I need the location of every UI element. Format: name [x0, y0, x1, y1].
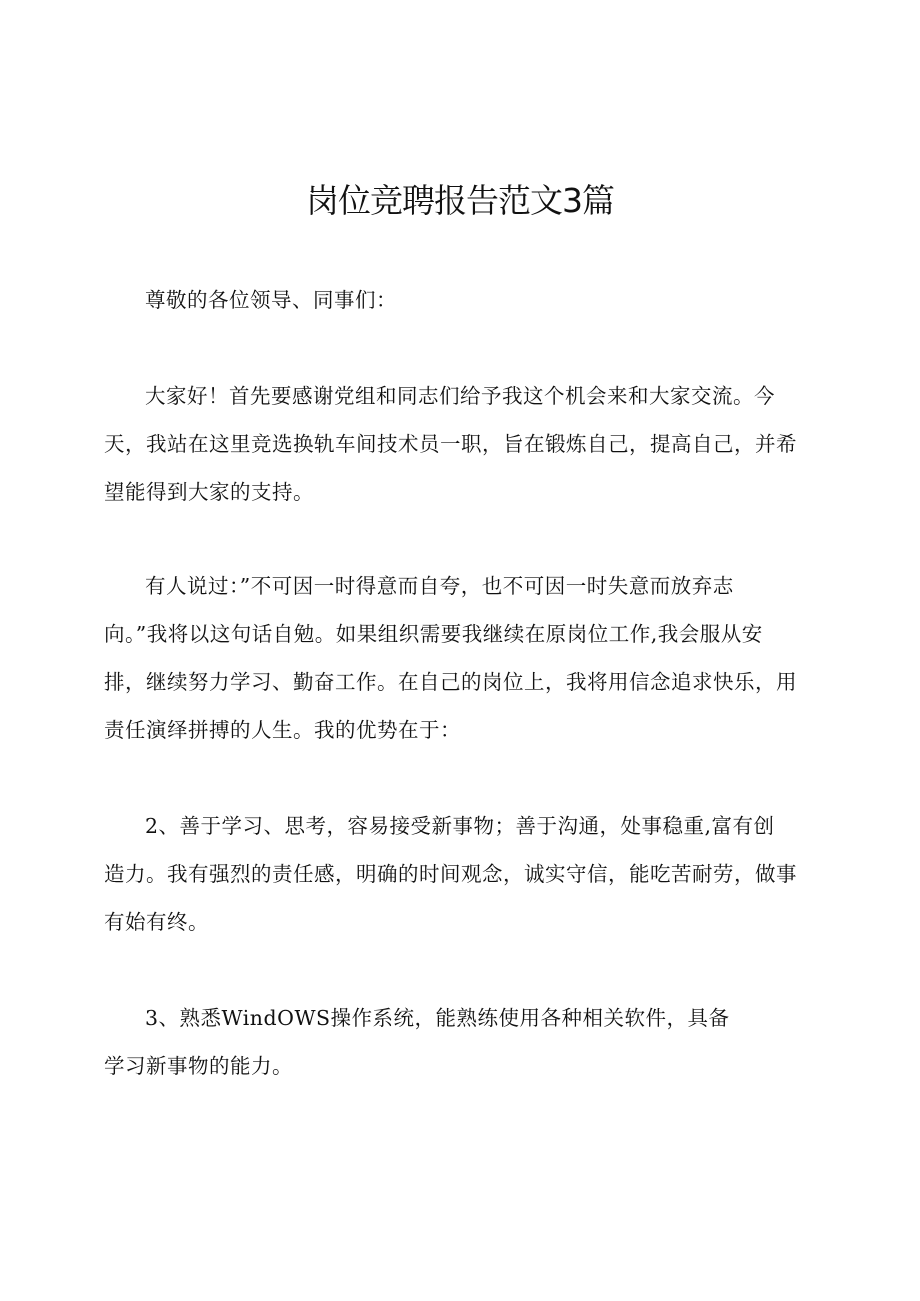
intro-paragraph: [104, 372, 820, 516]
quote-paragraph: [104, 562, 820, 754]
paragraph-line: 天，我站在这里竞选换轨车间技术员一职，旨在锻炼自己，提高自己，并希: [104, 432, 797, 456]
paragraph-line: 3、熟悉WindOWS操作系统，能熟练使用各种相关软件，具备: [145, 1006, 730, 1030]
paragraph-line: 排，继续努力学习、勤奋工作。在自己的岗位上，我将用信念追求快乐，用: [104, 670, 797, 694]
greeting-paragraph: [104, 276, 820, 324]
paragraph-line: 2、善于学习、思考，容易接受新事物；善于沟通，处事稳重,富有创: [145, 814, 775, 838]
paragraph-line: 大家好！首先要感谢党组和同志们给予我这个机会来和大家交流。今: [145, 384, 775, 408]
paragraph-line: 有始有终。: [104, 910, 209, 934]
paragraph-line: 尊敬的各位领导、同事们：: [145, 288, 397, 312]
document-title: 岗位竞聘报告范文3篇: [306, 181, 614, 220]
paragraph-line: 责任演绎拼搏的人生。我的优势在于：: [104, 718, 461, 742]
paragraph-line: 造力。我有强烈的责任感，明确的时间观念，诚实守信，能吃苦耐劳，做事: [104, 862, 797, 886]
paragraph-line: 学习新事物的能力。: [104, 1054, 293, 1078]
strength-item-3: [104, 994, 820, 1090]
paragraph-line: 有人说过：”不可因一时得意而自夸，也不可因一时失意而放弃志: [145, 574, 734, 598]
strength-item-2: [104, 802, 820, 946]
paragraph-line: 望能得到大家的支持。: [104, 480, 314, 504]
paragraph-line: 向。”我将以这句话自勉。如果组织需要我继续在原岗位工作,我会服从安: [104, 622, 763, 646]
